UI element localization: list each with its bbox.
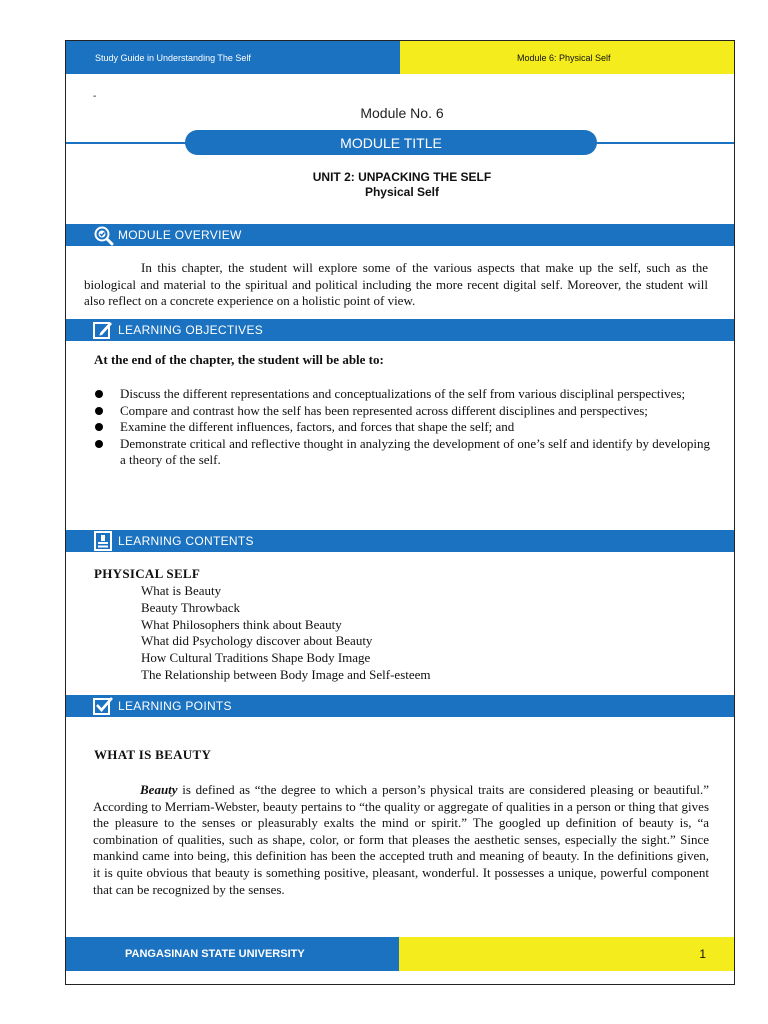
edit-icon <box>92 319 114 341</box>
magnifier-icon <box>92 224 114 246</box>
beauty-term: Beauty <box>140 782 178 797</box>
topics-list <box>141 583 431 684</box>
objective-text: Examine the different influences, factors, and forces that shape the self; and <box>120 419 515 435</box>
bullet-dot <box>95 440 103 448</box>
objective-text: Compare and contrast how the self has been represented across different disciplines and perspectives; <box>120 402 648 418</box>
stray-dash: - <box>93 91 97 102</box>
list-item: What did Psychology discover about Beauty <box>141 633 373 649</box>
unit-title: UNIT 2: UNPACKING THE SELF <box>312 170 492 184</box>
section-label: LEARNING CONTENTS <box>118 534 254 548</box>
section-label: LEARNING OBJECTIVES <box>118 323 264 337</box>
list-item: How Cultural Traditions Shape Body Image <box>141 650 371 666</box>
list-item <box>94 403 710 420</box>
contents-heading: PHYSICAL SELF <box>94 566 201 581</box>
module-number: Module No. 6 <box>360 105 444 121</box>
section-learning-points <box>66 695 734 717</box>
list-item <box>94 386 710 403</box>
list-item: Beauty Throwback <box>141 599 241 615</box>
checkbox-icon <box>92 695 114 717</box>
overview-text: In this chapter, the student will explore some of the various aspects that make up the self, such as the biological and material to the spiritual and political including the more recent digital self. Moreover, the student will also reflect on a concrete experience on a holistic point of view. <box>84 260 708 309</box>
header-module-label: Module 6: Physical Self <box>400 41 734 74</box>
header-course-title: Study Guide in Understanding The Self <box>66 41 400 74</box>
objectives-list <box>94 386 710 469</box>
list-item <box>94 436 710 469</box>
list-item: What is Beauty <box>141 583 222 598</box>
objective-text: Demonstrate critical and reflective thought in analyzing the development of one’s self and identify by developing a theory of the self. <box>120 435 710 468</box>
list-item <box>94 419 710 436</box>
module-title-pill <box>185 130 597 155</box>
section-module-overview <box>66 224 734 246</box>
module-page <box>65 40 735 985</box>
points-body-text: is defined as “the degree to which a person’s physical traits are considered pleasing or beautiful.” According to Merriam-Webster, beauty pertains to “the quality or aggregate of qualities in a person or thing that gives the pleasure to the senses or pleasurably exalts the mind or spirit.” The googled up definition of beauty is, “a combination of qualities, such as shape, color, or form that pleases the aesthetic senses, especially the sight.” Since mankind came into being, this definition has been the accepted truth and meaning of beauty. In the definitions given, it is quite obvious that beauty is something positive, pleasant, wonderful. It possesses a unique, powerful component that can be recognized by the senses. <box>93 782 709 897</box>
section-label: LEARNING POINTS <box>118 699 232 713</box>
section-learning-contents <box>66 530 734 552</box>
page-number: 1 <box>399 937 734 971</box>
page-footer <box>66 937 734 971</box>
unit-subtitle: Physical Self <box>364 185 440 199</box>
document-icon <box>92 530 114 552</box>
bullet-dot <box>95 407 103 415</box>
bullet-dot <box>95 423 103 431</box>
list-item: The Relationship between Body Image and Self-esteem <box>141 666 431 682</box>
footer-university: PANGASINAN STATE UNIVERSITY <box>66 937 399 971</box>
module-title: MODULE TITLE <box>340 134 442 151</box>
objective-text: Discuss the different representations and conceptualizations of the self from various disciplinal perspectives; <box>120 386 686 401</box>
page-header <box>66 41 734 74</box>
unit-heading <box>66 170 734 200</box>
points-heading: WHAT IS BEAUTY <box>94 747 212 762</box>
section-learning-objectives <box>66 319 734 341</box>
bullet-dot <box>95 390 103 398</box>
section-label: MODULE OVERVIEW <box>118 228 242 242</box>
objectives-intro: At the end of the chapter, the student will be able to: <box>94 352 384 367</box>
points-body <box>93 782 709 898</box>
list-item: What Philosophers think about Beauty <box>141 616 342 632</box>
